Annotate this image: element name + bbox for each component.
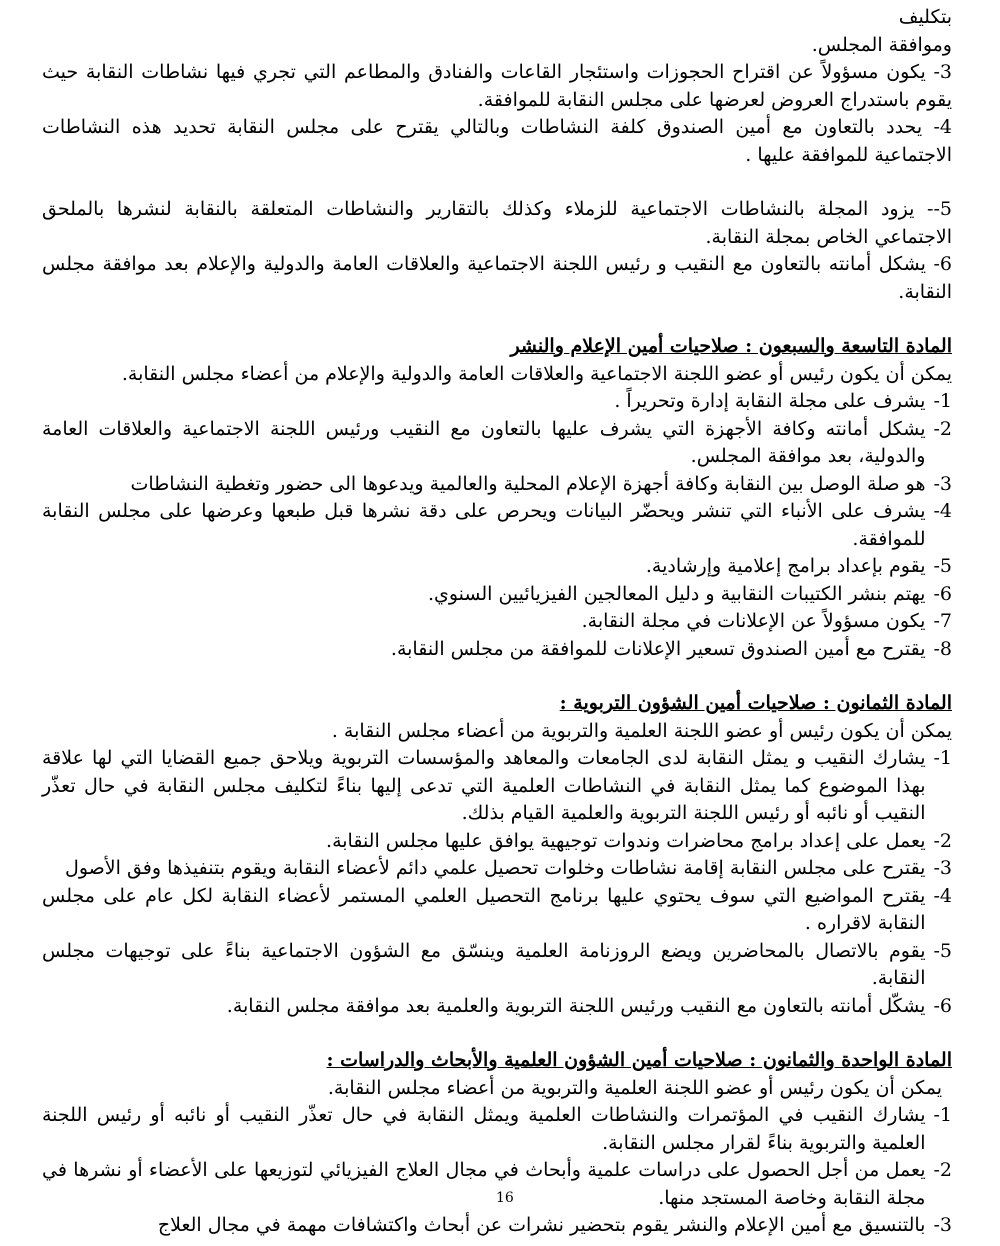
list-item (42, 608, 952, 636)
item-number: 1- (933, 747, 952, 769)
item-number: 4- (933, 500, 952, 522)
list-item (42, 1212, 952, 1240)
text-line: بتكليف (898, 6, 952, 28)
paragraph-item-3: 3- يكون مسؤولاً عن اقتراح الحجوزات واستئجار القاعات والفنادق والمطاعم التي تجري فيها نشاطات النقابة حيث يقوم باستدراج العروض لعرضها على مجلس النقابة للموافقة. (42, 61, 952, 111)
list-item (42, 993, 952, 1021)
item-text: يشكل أمانته وكافة الأجهزة التي يشرف عليها بالتعاون مع النقيب ورئيس اللجنة الاجتماعية والعلاقات العامة والدولية، بعد موافقة المجلس. (42, 417, 926, 467)
item-number: 5- (933, 555, 952, 577)
list-item (42, 745, 952, 828)
article-heading: المادة التاسعة والسبعون : صلاحيات أمين الإعلام والنشر (510, 335, 952, 357)
list-item (42, 938, 952, 993)
list-item (42, 828, 952, 856)
item-number: 8- (933, 637, 952, 660)
list-item (42, 388, 952, 416)
item-text: يشارك النقيب و يمثل النقابة لدى الجامعات والمعاهد والمؤسسات التربوية ويلاحق جميع القضايا التي لها علاقة بهذا الموضوع كما يمثل النقابة في النشاطات العلمية التي تدعى إليها بناءً لتكليف مجلس النقابة في حال تعذّر النقيب أو نائبه أو رئيس اللجنة التربوية والعلمية القيام بذلك. (42, 747, 926, 824)
list-item (42, 471, 952, 499)
article-intro: يمكن أن يكون رئيس أو عضو اللجنة العلمية والتربوية من أعضاء مجلس النقابة. (327, 1076, 942, 1099)
item-number: 1- (933, 390, 952, 412)
article-80 (42, 690, 952, 1020)
item-number: 3- (933, 472, 952, 495)
list-item (42, 855, 952, 883)
item-number: 2- (933, 417, 952, 440)
item-text: يقترح على مجلس النقابة إقامة نشاطات وخلوات تحصيل علمي دائم لأعضاء النقابة ويقوم بتنفيذها وفق الأصول (65, 857, 926, 879)
item-text: بالتنسيق مع أمين الإعلام والنشر يقوم بتحضير نشرات عن أبحاث واكتشافات مهمة في مجال العلاج (157, 1214, 926, 1236)
paragraph-item-5: 5-- يزود المجلة بالنشاطات الاجتماعية للزملاء وكذلك بالتقارير والنشاطات المتعلقة بالنقابة لنشرها بالملحق الاجتماعي الخاص بمجلة النقابة. (42, 198, 952, 248)
page-number: 16 (496, 1190, 514, 1206)
item-number: 2- (933, 1159, 952, 1181)
item-text: يشرف على مجلة النقابة إدارة وتحريراً . (614, 390, 926, 412)
list-item (42, 581, 952, 609)
article-79 (42, 333, 952, 663)
item-number: 5- (933, 939, 952, 962)
paragraph-item-6: 6- يشكل أمانته بالتعاون مع النقيب و رئيس اللجنة الاجتماعية والعلاقات العامة والدولية والإعلام بعد موافقة مجلس النقابة. (42, 253, 952, 303)
article-intro: يمكن أن يكون رئيس أو عضو اللجنة الاجتماعية والعلاقات العامة والدولية والإعلام من أعضاء مجلس النقابة. (121, 362, 952, 385)
document-page (42, 4, 952, 1240)
item-text: يكون مسؤولاً عن الإعلانات في مجلة النقابة. (581, 610, 926, 632)
list-item (42, 883, 952, 938)
item-number: 6- (933, 994, 952, 1017)
item-text: هو صلة الوصل بين النقابة وكافة أجهزة الإعلام المحلية والعالمية ويدعوها الى حضور وتغطية النشاطات (130, 472, 926, 495)
item-text: يهتم بنشر الكتيبات النقابية و دليل المعالجين الفيزيائيين السنوي. (427, 582, 926, 605)
list-item (42, 1102, 952, 1157)
list-item (42, 636, 952, 664)
item-text: يشكّل أمانته بالتعاون مع النقيب ورئيس اللجنة التربوية والعلمية بعد موافقة مجلس النقابة. (226, 994, 926, 1017)
item-text: يشارك النقيب في المؤتمرات والنشاطات العلمية ويمثل النقابة في حال تعذّر النقيب أو نائبه أو رئيس اللجنة العلمية والتربوية بناءً لقرار مجلس النقابة. (42, 1104, 926, 1154)
item-text: يقوم بإعداد برامج إعلامية وإرشادية. (645, 555, 926, 577)
item-number: 4- (933, 884, 952, 907)
item-number: 6- (933, 582, 952, 605)
list-item (42, 416, 952, 471)
item-text: يعمل على إعداد برامج محاضرات وندوات توجيهية يوافق عليها مجلس النقابة. (326, 829, 926, 852)
item-text: يقترح مع أمين الصندوق تسعير الإعلانات للموافقة من مجلس النقابة. (390, 637, 926, 660)
article-heading: المادة الواحدة والثمانون : صلاحيات أمين الشؤون العلمية والأبحاث والدراسات : (326, 1049, 952, 1071)
list-item (42, 498, 952, 553)
article-heading: المادة الثمانون : صلاحيات أمين الشؤون التربوية : (559, 692, 952, 714)
item-number: 3- (933, 857, 952, 879)
item-text: يقوم بالاتصال بالمحاضرين ويضع الروزنامة العلمية وينسّق مع الشؤون الاجتماعية بناءً على توجيهات مجلس النقابة. (42, 939, 926, 989)
item-number: 7- (933, 610, 952, 632)
item-text: يعمل من أجل الحصول على دراسات علمية وأبحاث في مجال العلاج الفيزيائي لتوزيعها على الأعضاء أو نشرها في مجلة النقابة وخاصة المستجد منها. (42, 1159, 926, 1209)
paragraph-item-4: 4- يحدد بالتعاون مع أمين الصندوق كلفة النشاطات وبالتالي يقترح على مجلس النقابة تحديد هذه النشاطات الاجتماعية للموافقة عليها . (42, 116, 952, 166)
article-81 (42, 1047, 952, 1240)
item-number: 2- (933, 829, 952, 852)
text-line: وموافقة المجلس. (811, 33, 952, 56)
item-text: يقترح المواضيع التي سوف يحتوي عليها برنامج التحصيل العلمي المستمر لأعضاء النقابة لكل عام على مجلس النقابة لاقراره . (42, 884, 926, 934)
item-text: يشرف على الأنباء التي تنشر ويحضّر البيانات ويحرص على دقة نشرها قبل طبعها وعرضها على مجلس النقابة للموافقة. (42, 500, 926, 550)
article-intro: يمكن أن يكون رئيس أو عضو اللجنة العلمية والتربوية من أعضاء مجلس النقابة . (331, 719, 952, 742)
item-number: 3- (933, 1214, 952, 1236)
list-item (42, 553, 952, 581)
item-number: 1- (933, 1104, 952, 1126)
